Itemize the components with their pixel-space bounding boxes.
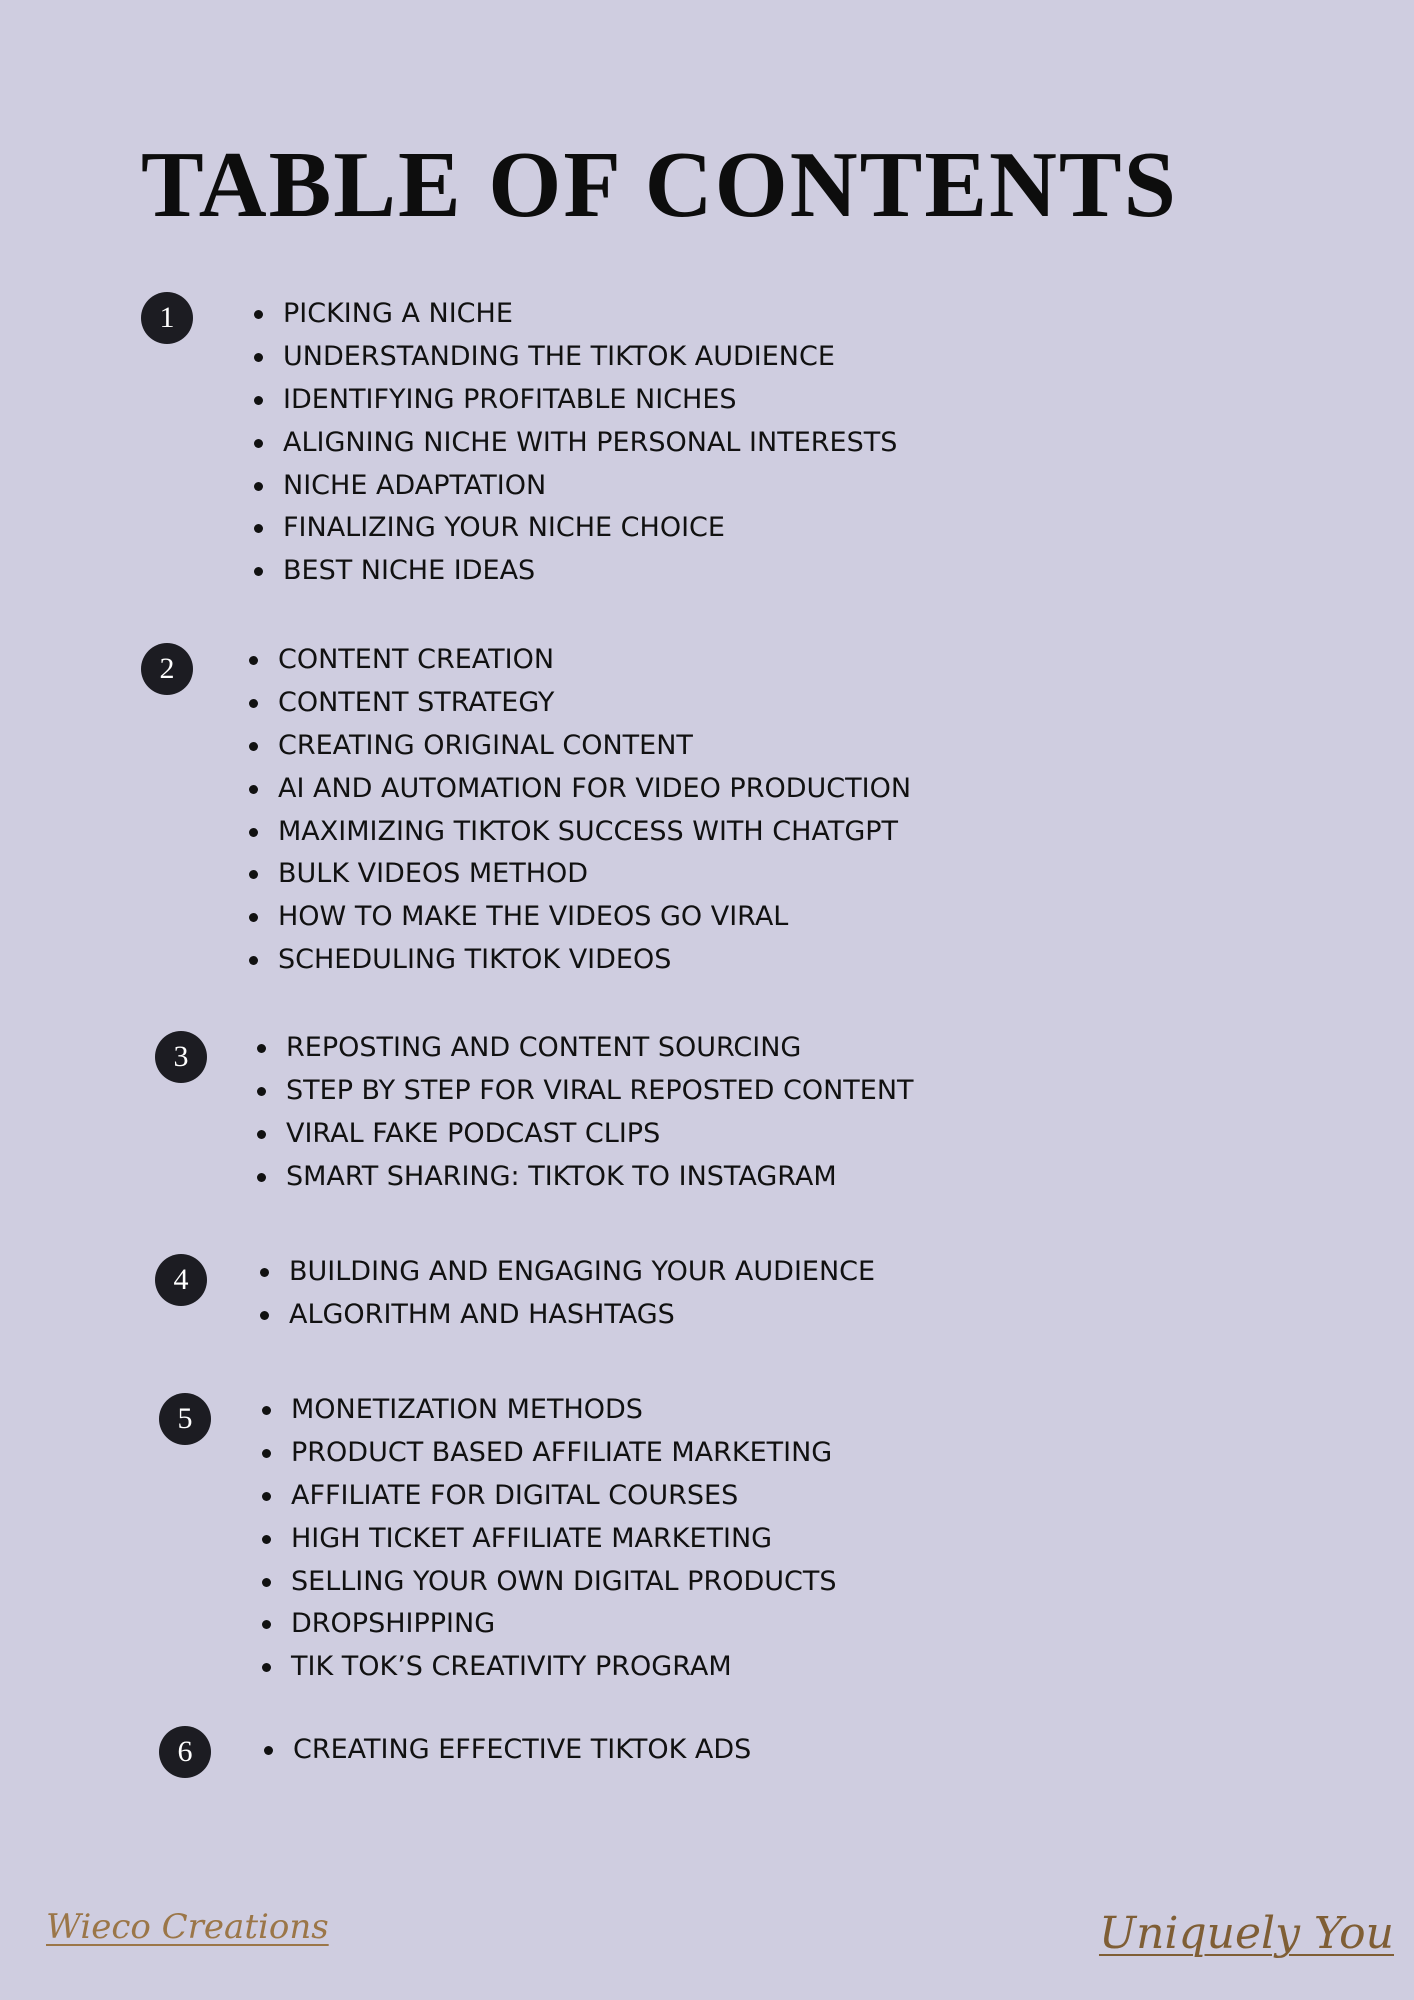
toc-entry-label: AI AND AUTOMATION FOR VIDEO PRODUCTION — [278, 772, 912, 804]
bullet-icon — [257, 1087, 266, 1096]
bullet-icon — [262, 1492, 271, 1501]
toc-entry — [283, 507, 897, 550]
toc-entry-label: HIGH TICKET AFFILIATE MARKETING — [291, 1522, 773, 1554]
toc-entry — [291, 1389, 837, 1432]
toc-entry-label: SELLING YOUR OWN DIGITAL PRODUCTS — [291, 1565, 837, 1597]
section-number-badge: 5 — [159, 1393, 211, 1445]
bullet-icon — [249, 956, 258, 965]
section-number-badge: 2 — [141, 643, 193, 695]
toc-entry-label: ALGORITHM AND HASHTAGS — [289, 1298, 675, 1330]
bullet-icon — [262, 1620, 271, 1629]
bullet-icon — [257, 1130, 266, 1139]
section-topic-list — [291, 1389, 837, 1689]
toc-entry — [293, 1729, 751, 1772]
toc-entry-label: PICKING A NICHE — [283, 298, 513, 329]
bullet-icon — [249, 870, 258, 879]
bullet-icon — [260, 1268, 269, 1277]
brand-logo-right: Uniquely You — [1098, 1908, 1394, 1959]
toc-entry-label: BEST NICHE IDEAS — [283, 555, 536, 587]
toc-entry-label: MAXIMIZING TIKTOK SUCCESS WITH CHATGPT — [278, 815, 899, 847]
toc-entry — [286, 1113, 914, 1156]
toc-entry — [278, 639, 911, 682]
bullet-icon — [262, 1578, 271, 1587]
toc-entry — [278, 853, 911, 896]
bullet-icon — [254, 310, 263, 319]
brand-logo-left: Wieco Creations — [46, 1907, 329, 1947]
bullet-icon — [254, 524, 263, 533]
section-topic-list — [278, 639, 911, 982]
toc-entry — [283, 293, 897, 336]
bullet-icon — [254, 439, 263, 448]
toc-entry — [291, 1518, 837, 1561]
toc-entry-label: CREATING EFFECTIVE TIKTOK ADS — [293, 1734, 752, 1765]
toc-entry — [283, 422, 897, 465]
toc-entry — [286, 1156, 914, 1199]
section-topic-list — [283, 293, 897, 593]
toc-entry — [278, 811, 911, 854]
toc-entry-label: SMART SHARING: TIKTOK TO INSTAGRAM — [286, 1160, 837, 1192]
toc-entry — [289, 1294, 875, 1337]
section-number-badge: 3 — [155, 1031, 207, 1083]
toc-entry-label: DROPSHIPPING — [291, 1608, 496, 1640]
toc-entry-label: UNDERSTANDING THE TIKTOK AUDIENCE — [283, 340, 835, 372]
section-topic-list — [286, 1027, 914, 1199]
bullet-icon — [254, 353, 263, 362]
bullet-icon — [249, 742, 258, 751]
toc-entry — [291, 1475, 837, 1518]
toc-entry-label: CONTENT STRATEGY — [278, 686, 555, 718]
toc-entry-label: IDENTIFYING PROFITABLE NICHES — [283, 383, 737, 415]
toc-entry-label: MONETIZATION METHODS — [291, 1394, 643, 1425]
bullet-icon — [260, 1311, 269, 1320]
toc-entry-label: BUILDING AND ENGAGING YOUR AUDIENCE — [289, 1256, 876, 1287]
bullet-icon — [262, 1535, 271, 1544]
toc-entry — [283, 465, 897, 508]
section-number-badge: 4 — [155, 1254, 207, 1306]
toc-entry — [283, 550, 897, 593]
page-title: TABLE OF CONTENTS — [141, 133, 1178, 237]
toc-entry — [278, 939, 911, 982]
toc-entry — [283, 379, 897, 422]
toc-entry — [291, 1603, 837, 1646]
toc-entry — [286, 1070, 914, 1113]
section-number-badge: 6 — [159, 1726, 211, 1778]
toc-entry — [289, 1251, 875, 1294]
bullet-icon — [254, 482, 263, 491]
toc-entry-label: HOW TO MAKE THE VIDEOS GO VIRAL — [278, 901, 789, 933]
toc-entry-label: TIK TOK’S CREATIVITY PROGRAM — [291, 1651, 732, 1683]
toc-entry-label: BULK VIDEOS METHOD — [278, 858, 589, 890]
toc-entry-label: NICHE ADAPTATION — [283, 469, 547, 501]
bullet-icon — [264, 1746, 273, 1755]
bullet-icon — [262, 1449, 271, 1458]
toc-entry-label: VIRAL FAKE PODCAST CLIPS — [286, 1117, 661, 1149]
toc-entry — [278, 682, 911, 725]
toc-entry — [291, 1561, 837, 1604]
toc-entry — [291, 1432, 837, 1475]
section-topic-list — [293, 1729, 751, 1772]
toc-entry — [278, 725, 911, 768]
bullet-icon — [249, 699, 258, 708]
toc-entry — [283, 336, 897, 379]
bullet-icon — [257, 1044, 266, 1053]
bullet-icon — [262, 1406, 271, 1415]
toc-entry — [278, 896, 911, 939]
toc-entry — [286, 1027, 914, 1070]
bullet-icon — [257, 1173, 266, 1182]
toc-entry-label: STEP BY STEP FOR VIRAL REPOSTED CONTENT — [286, 1074, 914, 1106]
toc-entry-label: AFFILIATE FOR DIGITAL COURSES — [291, 1479, 739, 1511]
bullet-icon — [254, 567, 263, 576]
toc-entry-label: ALIGNING NICHE WITH PERSONAL INTERESTS — [283, 426, 898, 458]
bullet-icon — [249, 785, 258, 794]
bullet-icon — [249, 828, 258, 837]
section-number-badge: 1 — [141, 292, 193, 344]
bullet-icon — [262, 1663, 271, 1672]
toc-entry-label: PRODUCT BASED AFFILIATE MARKETING — [291, 1436, 833, 1468]
toc-entry-label: CREATING ORIGINAL CONTENT — [278, 729, 693, 761]
toc-entry — [291, 1646, 837, 1689]
bullet-icon — [249, 913, 258, 922]
bullet-icon — [254, 396, 263, 405]
toc-entry-label: FINALIZING YOUR NICHE CHOICE — [283, 512, 725, 544]
toc-entry-label: REPOSTING AND CONTENT SOURCING — [286, 1032, 802, 1063]
toc-entry-label: CONTENT CREATION — [278, 644, 555, 675]
toc-entry — [278, 768, 911, 811]
section-topic-list — [289, 1251, 875, 1337]
toc-entry-label: SCHEDULING TIKTOK VIDEOS — [278, 944, 672, 976]
bullet-icon — [249, 656, 258, 665]
